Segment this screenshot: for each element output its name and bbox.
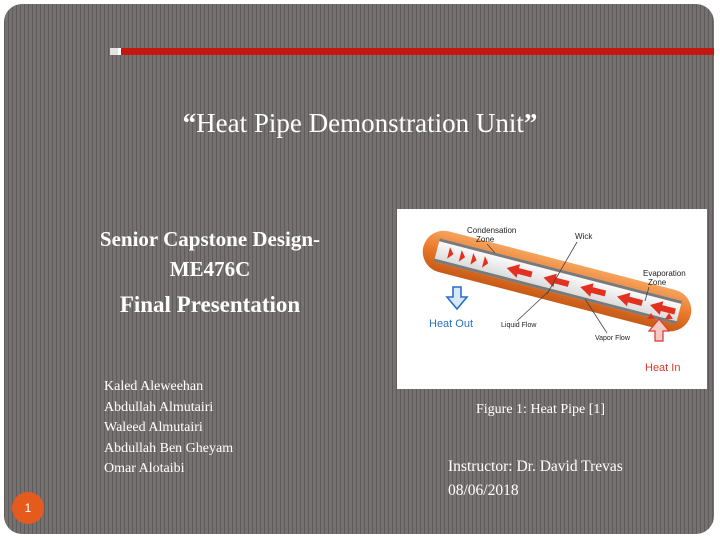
team-member: Abdullah Ben Gheyam	[104, 440, 234, 456]
accent-bar-gap	[118, 48, 121, 55]
subtitle-line1: Senior Capstone Design-	[99, 227, 321, 251]
liquid-flow-label: Liquid Flow	[501, 322, 537, 329]
heat-in-label: Heat In	[645, 362, 681, 374]
vapor-flow-label: Vapor Flow	[595, 335, 630, 342]
condensation-zone-label-line2: Zone	[476, 235, 495, 244]
team-member-list	[104, 377, 233, 480]
heat-pipe-figure	[397, 209, 707, 389]
title-text: Heat Pipe Demonstration Unit	[196, 108, 524, 138]
heat-out-label: Heat Out	[429, 318, 474, 330]
evaporation-zone-label-line1: Evaporation	[643, 269, 686, 278]
team-member: Omar Alotaibi	[104, 461, 185, 476]
figure-caption: Figure 1: Heat Pipe [1]	[476, 402, 606, 417]
slide-title	[0, 108, 720, 139]
heat-out-arrow-icon	[447, 287, 467, 309]
condensation-zone-label-line1: Condensation	[467, 226, 517, 235]
wick-label: Wick	[575, 232, 593, 241]
accent-bar-left-segment	[110, 48, 118, 55]
evaporation-zone-label-line2: Zone	[648, 278, 667, 287]
presentation-date: 08/06/2018	[448, 482, 519, 499]
team-member: Waleed Almutairi	[104, 420, 203, 435]
heat-pipe-diagram	[397, 209, 707, 389]
subtitle	[62, 224, 358, 284]
title-close-quote: ”	[523, 108, 538, 138]
team-member: Kaled Aleweehan	[104, 379, 204, 394]
page-number-badge: 1	[12, 492, 44, 524]
instructor-name: Instructor: Dr. David Trevas	[448, 458, 623, 475]
instructor-block	[448, 455, 623, 503]
team-member: Abdullah Almutairi	[104, 399, 214, 415]
title-open-quote: “	[182, 108, 197, 138]
final-presentation-heading: Final Presentation	[119, 292, 301, 317]
subtitle-line2: ME476C	[169, 257, 251, 281]
accent-bar	[110, 48, 714, 55]
